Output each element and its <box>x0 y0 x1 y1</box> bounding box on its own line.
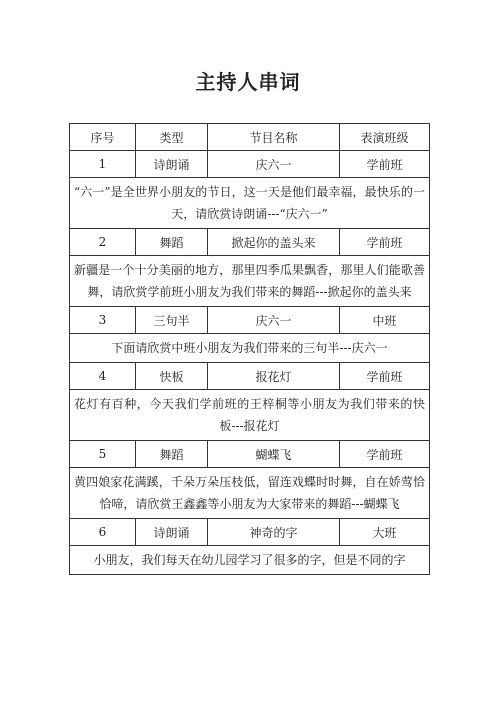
program-table <box>69 123 430 575</box>
host-script-row <box>70 178 430 229</box>
program-type: 舞蹈 <box>136 229 208 256</box>
program-type: 舞蹈 <box>136 441 208 468</box>
program-type: 诗朗诵 <box>136 151 208 178</box>
program-row <box>70 519 430 546</box>
host-script-text: 新疆是一个十分美丽的地方，那里四季瓜果飘香，那里人们能歌善舞，请欣赏学前班小朋友为我们带来的舞蹈---掀起你的盖头来 <box>70 256 430 307</box>
program-type: 三句半 <box>136 307 208 334</box>
program-class: 中班 <box>340 307 430 334</box>
table-header-row <box>70 124 430 151</box>
host-script-text: 小朋友，我们每天在幼儿园学习了很多的字，但是不同的字 <box>70 546 430 575</box>
program-row <box>70 151 430 178</box>
header-class: 表演班级 <box>340 124 430 151</box>
header-number: 序号 <box>70 124 136 151</box>
host-script-text: 下面请欣赏中班小朋友为我们带来的三句半---庆六一 <box>70 334 430 363</box>
program-number: 4 <box>70 363 136 390</box>
program-class: 学前班 <box>340 363 430 390</box>
program-type: 快板 <box>136 363 208 390</box>
program-class: 学前班 <box>340 151 430 178</box>
program-name: 掀起你的盖头来 <box>208 229 340 256</box>
host-script-text: “六一”是全世界小朋友的节日，这一天是他们最幸福，最快乐的一天，请欣赏诗朗诵---“庆六一” <box>70 178 430 229</box>
program-number: 2 <box>70 229 136 256</box>
host-script-text: 黄四娘家花满蹊，千朵万朵压枝低，留连戏蝶时时舞，自在娇莺恰恰啼，请欣赏王鑫鑫等小朋友为大家带来的舞蹈---蝴蝶飞 <box>70 468 430 519</box>
program-class: 学前班 <box>340 441 430 468</box>
program-type: 诗朗诵 <box>136 519 208 546</box>
program-class: 大班 <box>340 519 430 546</box>
program-name: 蝴蝶飞 <box>208 441 340 468</box>
program-name: 报花灯 <box>208 363 340 390</box>
host-script-row <box>70 468 430 519</box>
program-name: 神奇的字 <box>208 519 340 546</box>
program-number: 5 <box>70 441 136 468</box>
program-name: 庆六一 <box>208 307 340 334</box>
program-number: 3 <box>70 307 136 334</box>
host-script-row <box>70 256 430 307</box>
program-class: 学前班 <box>340 229 430 256</box>
page-title: 主持人串词 <box>195 70 301 94</box>
host-script-row <box>70 334 430 363</box>
header-type: 类型 <box>136 124 208 151</box>
program-number: 1 <box>70 151 136 178</box>
host-script-row <box>70 390 430 441</box>
program-row <box>70 441 430 468</box>
program-number: 6 <box>70 519 136 546</box>
program-row <box>70 307 430 334</box>
program-row <box>70 229 430 256</box>
header-program-name: 节目名称 <box>208 124 340 151</box>
host-script-text: 花灯有百种，今天我们学前班的王梓桐等小朋友为我们带来的快板---报花灯 <box>70 390 430 441</box>
program-name: 庆六一 <box>208 151 340 178</box>
host-script-row <box>70 546 430 575</box>
program-row <box>70 363 430 390</box>
